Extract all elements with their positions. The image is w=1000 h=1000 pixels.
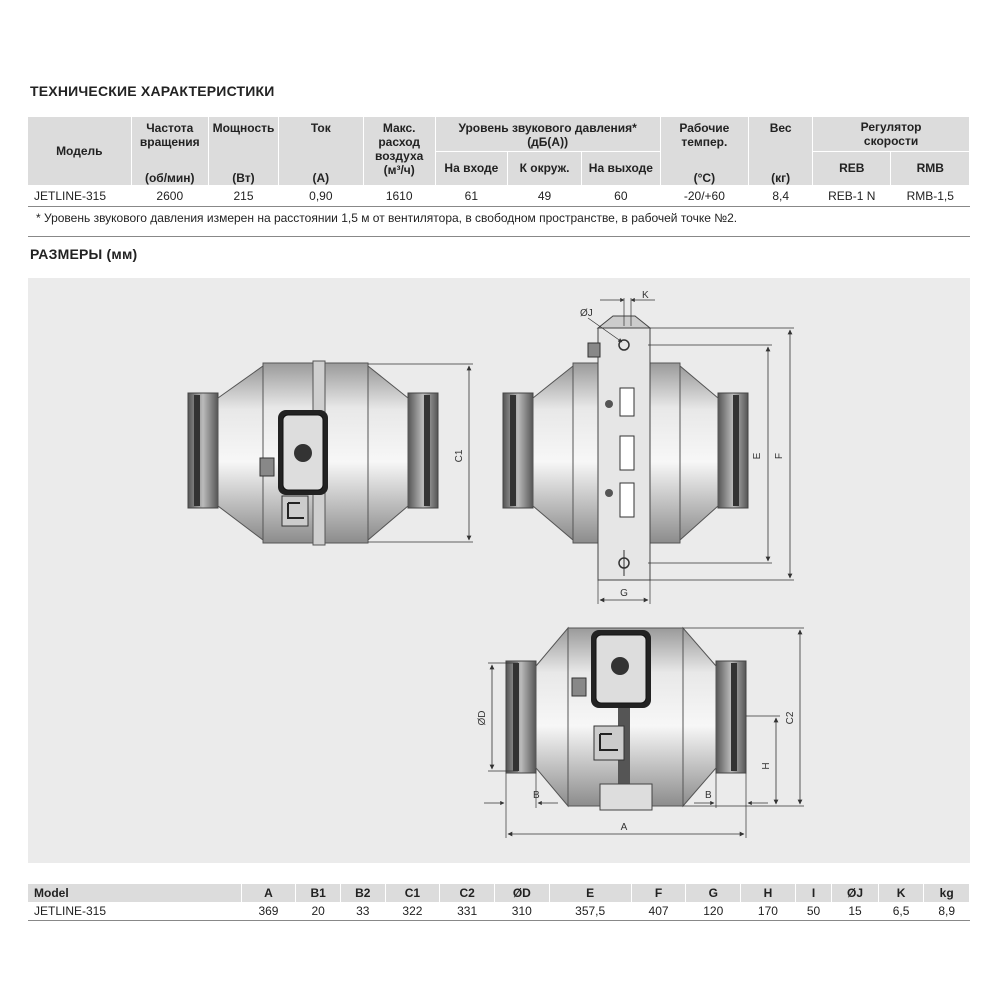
footnote: * Уровень звукового давления измерен на расстоянии 1,5 м от вентилятора, в свободном пространстве, в рабочей точке №2. (36, 211, 738, 225)
specs-table (28, 117, 970, 207)
fan-view-side (188, 361, 473, 545)
dims-header-1: A (241, 884, 296, 902)
label-a: A (620, 822, 628, 833)
cell-power: 215 (208, 186, 278, 207)
dims-header-7: E (549, 884, 631, 902)
header-regulator: Регулятор скорости (860, 119, 922, 148)
header-weight-unit: (кг) (771, 171, 791, 185)
dims-header-14: kg (924, 884, 970, 902)
dims-header-8: F (631, 884, 686, 902)
label-g: G (620, 588, 628, 599)
dims-cell-2: 20 (296, 902, 341, 921)
header-power: Мощность (212, 121, 275, 135)
header-speed-unit: (об/мин) (144, 171, 195, 185)
dims-header-9: G (686, 884, 741, 902)
dims-header-2: B1 (296, 884, 341, 902)
dims-cell-9: 120 (686, 902, 741, 921)
dims-header-11: I (795, 884, 831, 902)
cell-rmb: RMB-1,5 (891, 186, 970, 207)
cell-current: 0,90 (279, 186, 364, 207)
dims-header-5: C2 (440, 884, 495, 902)
label-c1: C1 (454, 449, 465, 463)
section-title-dimensions: РАЗМЕРЫ (мм) (30, 246, 138, 262)
header-noise-unit: (дБ(А)) (527, 135, 569, 149)
header-noise-in: На входе (435, 151, 507, 185)
header-power-unit: (Вт) (232, 171, 255, 185)
cell-reb: REB-1 N (813, 186, 891, 207)
header-noise-env: К окруж. (507, 151, 581, 185)
dimensions-table (28, 884, 970, 921)
dims-cell-10: 170 (741, 902, 796, 921)
cell-noise-in: 61 (435, 186, 507, 207)
label-c2: C2 (785, 711, 796, 725)
header-temp: Рабочие темпер. (679, 121, 730, 149)
label-b-right: B (705, 790, 712, 801)
fan-view-bottom (477, 628, 804, 838)
cell-model: JETLINE-315 (28, 186, 131, 207)
dims-cell-7: 357,5 (549, 902, 631, 921)
cell-noise-env: 49 (507, 186, 581, 207)
header-temp-unit: (°С) (693, 171, 716, 185)
cell-speed: 2600 (131, 186, 208, 207)
table-row (28, 902, 970, 921)
header-airflow-unit: (м³/ч) (383, 163, 415, 177)
label-k: K (642, 290, 649, 301)
dims-cell-6: 310 (494, 902, 549, 921)
header-weight: Вес (769, 121, 792, 135)
dims-cell-14: 8,9 (924, 902, 970, 921)
header-speed: Частота вращения (139, 121, 200, 149)
label-b-left: B (533, 790, 540, 801)
dimension-drawing (28, 278, 970, 863)
fan-view-top (503, 290, 794, 604)
divider (28, 236, 970, 237)
dims-header-13: K (878, 884, 924, 902)
label-oj: ØJ (580, 308, 593, 319)
table-row (28, 186, 970, 207)
dims-header-10: H (741, 884, 796, 902)
header-current: Ток (310, 121, 331, 135)
cell-noise-out: 60 (582, 186, 660, 207)
header-model: Модель (28, 117, 131, 186)
header-current-unit: (А) (312, 171, 330, 185)
header-reb: REB (813, 151, 891, 185)
dims-cell-8: 407 (631, 902, 686, 921)
section-title-specs: ТЕХНИЧЕСКИЕ ХАРАКТЕРИСТИКИ (30, 83, 275, 99)
header-noise-out: На выходе (582, 151, 660, 185)
dims-cell-5: 331 (440, 902, 495, 921)
dims-header-12: ØJ (832, 884, 878, 902)
header-airflow: Макс. расход воздуха (375, 121, 424, 163)
dims-header-4: C1 (385, 884, 440, 902)
dims-cell-3: 33 (340, 902, 385, 921)
dims-cell-13: 6,5 (878, 902, 924, 921)
dims-header-0: Model (28, 884, 241, 902)
label-f: F (774, 452, 785, 460)
dims-header-3: B2 (340, 884, 385, 902)
dims-cell-12: 15 (832, 902, 878, 921)
label-od: ØD (477, 710, 488, 726)
dims-header-6: ØD (494, 884, 549, 902)
dims-cell-4: 322 (385, 902, 440, 921)
cell-airflow: 1610 (363, 186, 435, 207)
label-h: H (761, 762, 772, 770)
cell-temp: -20/+60 (660, 186, 749, 207)
dims-cell-11: 50 (795, 902, 831, 921)
fan-drawings (28, 278, 970, 863)
dims-cell-1: 369 (241, 902, 296, 921)
cell-weight: 8,4 (749, 186, 813, 207)
label-e: E (752, 452, 763, 460)
header-rmb: RMB (891, 151, 970, 185)
header-noise: Уровень звукового давления* (458, 121, 637, 135)
dims-cell-0: JETLINE-315 (28, 902, 241, 921)
